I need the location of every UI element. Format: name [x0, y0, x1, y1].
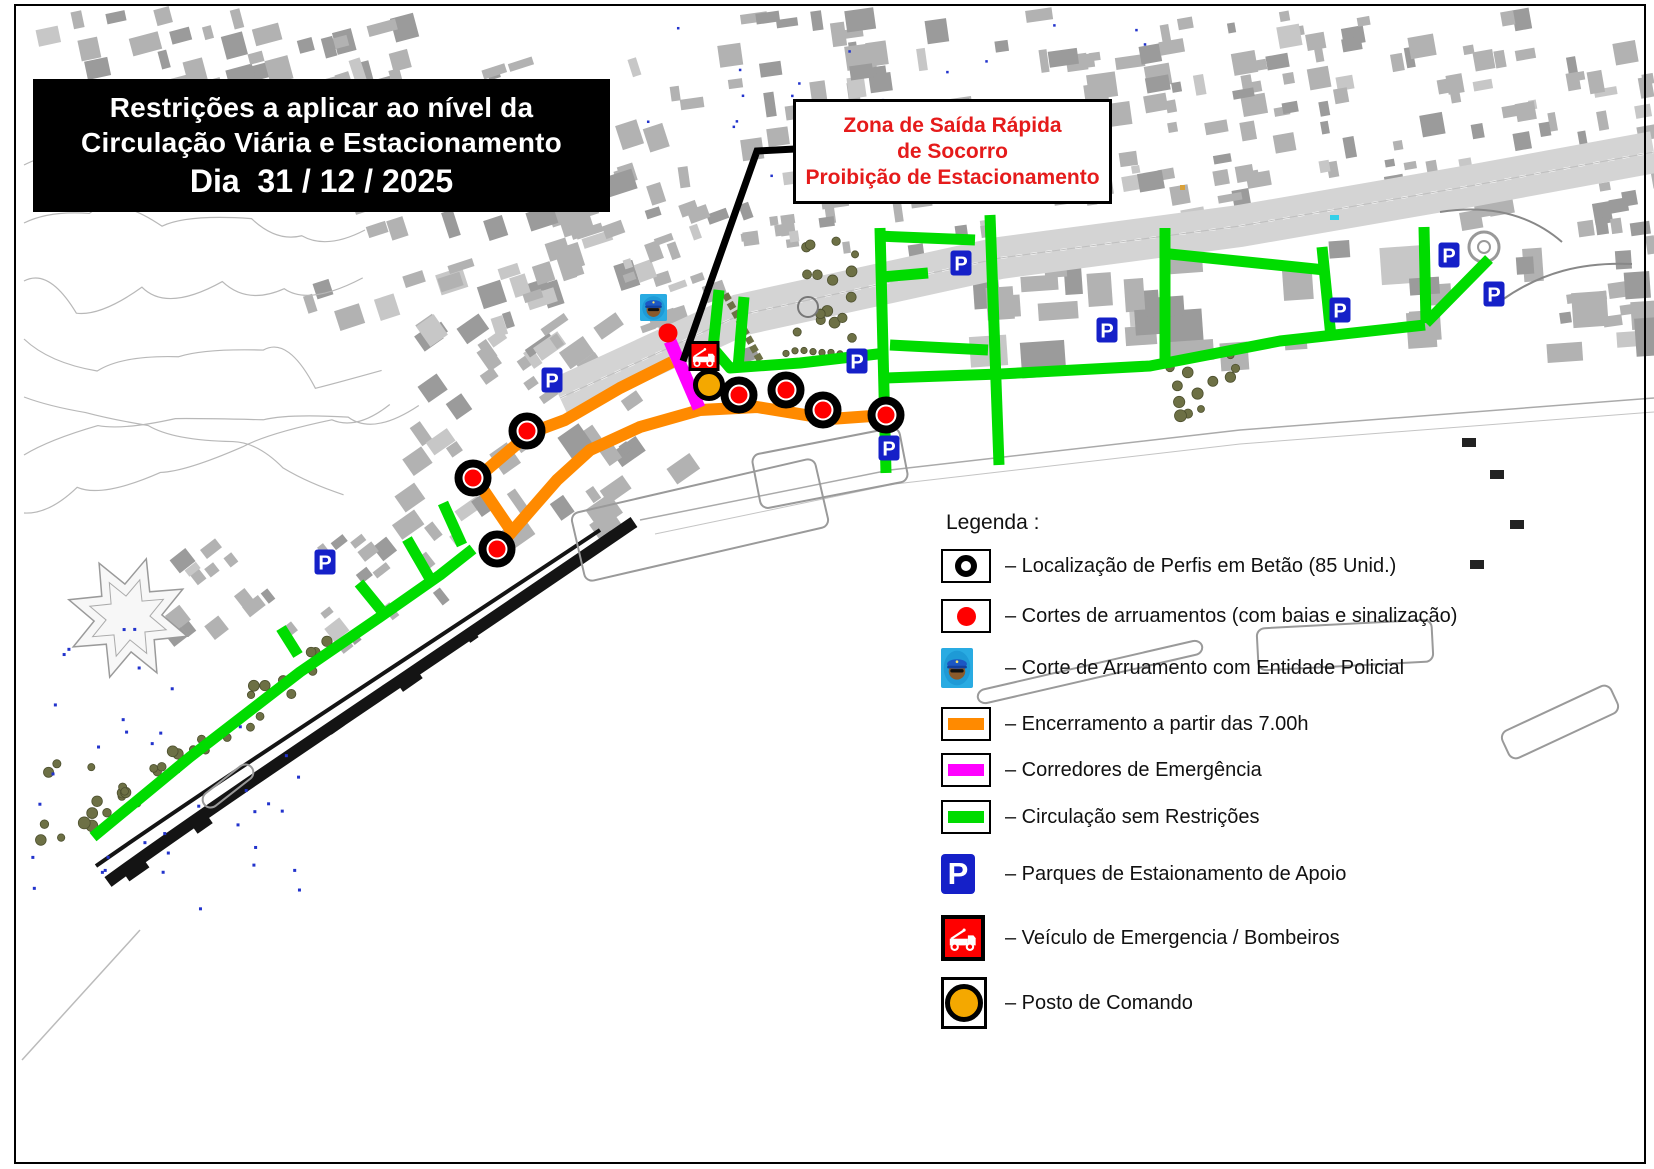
orange-line-icon [941, 707, 991, 741]
command-post-marker [696, 372, 723, 399]
callout-line-3: Proibição de Estacionamento [805, 165, 1100, 189]
concrete-profile-marker [483, 535, 512, 564]
road-cut-marker [659, 324, 678, 343]
concrete-profile-marker [725, 381, 754, 410]
parking-sign-icon: P [941, 854, 975, 894]
svg-text:P: P [1442, 245, 1456, 268]
open-road [1424, 227, 1426, 323]
title-box [33, 79, 610, 212]
dock-outline [1499, 683, 1620, 761]
legend-item-parking-sign [941, 852, 1346, 896]
concrete-profile-marker [809, 396, 838, 425]
title-line-2: Circulação Viária e Estacionamento [81, 126, 562, 158]
open-road [1322, 247, 1331, 337]
legend-item-label: – Corte de Arruamento com Entidade Policial [1005, 656, 1405, 679]
title-date: Dia 31 / 12 / 2025 [189, 162, 454, 199]
legend-item-concrete-profile-ring [941, 548, 1396, 584]
magenta-line-icon [941, 753, 991, 787]
police-officer-icon [640, 294, 667, 321]
legend-item-magenta-line [941, 754, 1262, 786]
svg-text:P: P [954, 253, 968, 276]
legend-item-green-line [941, 801, 1260, 833]
concrete-profile-marker [513, 417, 542, 446]
legend-item-label: – Circulação sem Restrições [1005, 805, 1260, 828]
parking-sign-icon [951, 251, 972, 276]
concrete-profile-ring-icon [941, 549, 991, 583]
callout-rapid-exit-zone [793, 99, 1112, 204]
parking-sign-icon [1484, 282, 1505, 307]
svg-text:P: P [1100, 320, 1114, 343]
parking-sign-icon [879, 436, 900, 461]
closed-roads-orange [476, 362, 886, 549]
callout-line-1: Zona de Saída Rápida [843, 113, 1062, 137]
green-line-icon [941, 800, 991, 834]
svg-text:P: P [545, 370, 559, 393]
legend-item-command-post [941, 977, 1193, 1029]
legend-item-label: – Localização de Perfis em Betão (85 Unid.) [1005, 554, 1397, 577]
svg-text:P: P [1487, 284, 1501, 307]
parking-sign-icon [1097, 318, 1118, 343]
fire-truck-icon [941, 915, 985, 961]
svg-text:P: P [1333, 300, 1347, 323]
legend-heading: Legenda : [946, 511, 1040, 534]
legend-item-label: – Posto de Comando [1005, 991, 1193, 1014]
legend-item-label: – Veículo de Emergencia / Bombeiros [1005, 926, 1340, 949]
open-road [890, 345, 988, 350]
svg-text:P: P [318, 552, 332, 575]
concrete-profile-marker [459, 464, 488, 493]
parking-sign-icon [1330, 298, 1351, 323]
parking-sign-icon [315, 550, 336, 575]
callout-line-2: de Socorro [897, 139, 1008, 163]
concrete-profile-marker [772, 376, 801, 405]
legend-item-label: – Parques de Estaionamento de Apoio [1005, 862, 1347, 885]
legend-item-road-cut-dot [941, 598, 1457, 634]
legend-item-label: – Cortes de arruamentos (com baias e sinalização) [1005, 604, 1458, 627]
legend-item-orange-line [941, 708, 1309, 740]
title-line-1: Restrições a aplicar ao nível da [109, 91, 534, 123]
legend-item-fire-truck [941, 912, 1340, 964]
open-road [877, 236, 975, 240]
fire-truck-icon [690, 343, 718, 370]
open-road [359, 583, 381, 610]
concrete-profile-marker [872, 401, 901, 430]
parking-sign-icon [847, 349, 868, 374]
legend-item-label: – Encerramento a partir das 7.00h [1005, 712, 1309, 735]
open-road [738, 297, 744, 368]
parking-sign-icon [1439, 243, 1460, 268]
open-road [882, 273, 928, 277]
parking-sign-icon [542, 368, 563, 393]
legend-item-police-officer [941, 645, 1404, 691]
police-officer-icon [941, 648, 973, 688]
legend-item-label: – Corredores de Emergência [1005, 758, 1262, 781]
command-post-icon [941, 977, 987, 1029]
svg-text:P: P [882, 438, 896, 461]
svg-text:P: P [850, 351, 864, 374]
road-cut-dot-icon [941, 599, 991, 633]
